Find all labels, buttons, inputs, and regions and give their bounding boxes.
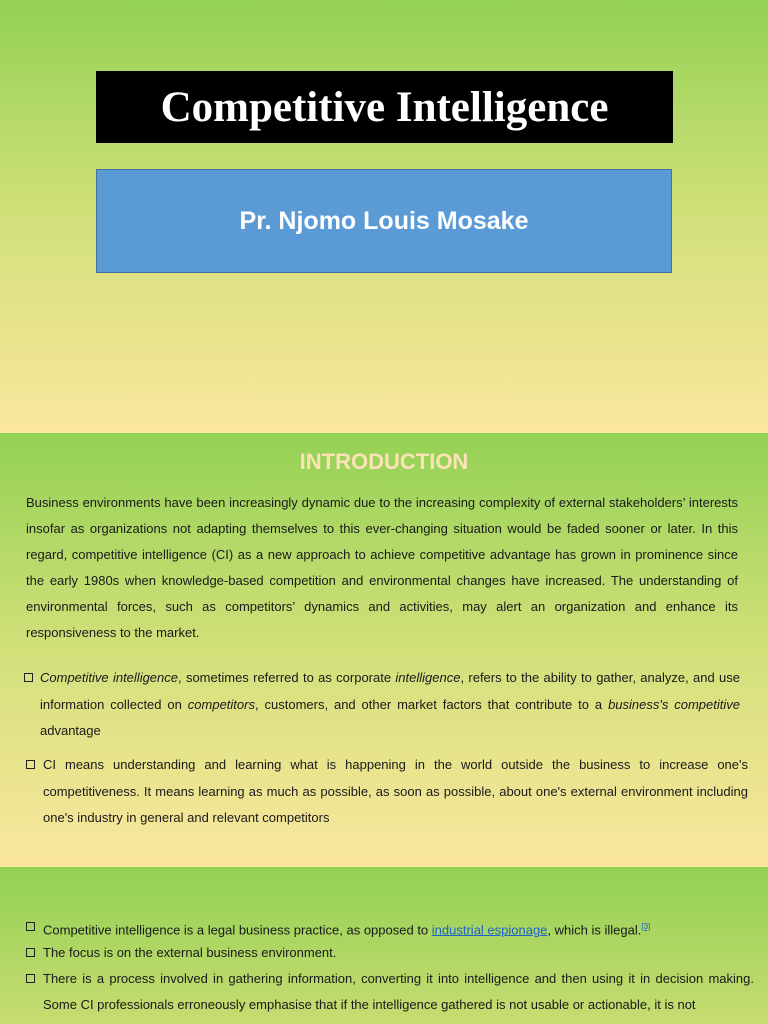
bullet-text-part: Competitive intelligence is a legal business practice, as opposed to xyxy=(43,922,432,938)
bullet-text xyxy=(24,665,740,745)
bullet-item xyxy=(26,752,748,832)
industrial-espionage-link[interactable]: industrial espionage xyxy=(431,922,548,938)
slide-heading: INTRODUCTION xyxy=(299,449,469,474)
bullet-text-part: , customers, and other market factors that contribute to a xyxy=(254,696,609,712)
bullet-term: competitors xyxy=(187,696,255,712)
bullet-text: CI means understanding and learning what is happening in the world outside the business to increase one's competitiveness. It means learning as much as possible, as soon as possible, about one's external environment including one's industry in general and relevant competitors xyxy=(43,757,748,825)
bullet-text xyxy=(26,914,754,943)
checkbox-bullet-icon xyxy=(26,922,35,931)
title-banner xyxy=(96,71,673,143)
intro-paragraph: Business environments have been increasingly dynamic due to the increasing complexity of external stakeholders’ interests insofar as organizations not adapting themselves to this ever-changing situation would be faded sooner or later. In this regard, competitive intelligence (CI) as a new approach to achieve competitive advantage has grown in prominence since the early 1980s when knowledge-based competition and environmental changes have increased. The understanding of environmental forces, such as competitors’ dynamics and activities, may alert an organization and enhance its responsiveness to the market. xyxy=(26,495,738,640)
reference-link[interactable]: [3] xyxy=(641,922,651,931)
presentation-title: Competitive Intelligence xyxy=(160,83,609,131)
author-name: Pr. Njomo Louis Mosake xyxy=(239,206,529,235)
checkbox-bullet-icon xyxy=(26,948,35,957)
introduction-slide xyxy=(0,433,768,867)
bullet-item xyxy=(26,914,754,943)
checkbox-bullet-icon xyxy=(26,760,35,769)
author-banner xyxy=(96,169,672,273)
bullet-text-part: advantage xyxy=(40,723,101,738)
bullet-text-part: , sometimes referred to as corporate xyxy=(178,670,396,685)
title-slide xyxy=(0,0,768,433)
bullet-text: There is a process involved in gathering information, converting it into intelligence and then using it in decision making. Some CI professionals erroneously emphasise that if the intelligence gathered is not usable or actionable, it is not xyxy=(43,971,754,1012)
ci-characteristics-slide xyxy=(0,867,768,1024)
bullet-text-part: , refers to the ability to gather, analyze, and use information collected on xyxy=(40,670,740,712)
bullet-item xyxy=(26,966,754,1018)
bullet-term: intelligence xyxy=(395,670,461,685)
bullet-item xyxy=(24,665,740,745)
checkbox-bullet-icon xyxy=(24,673,33,682)
bullet-term: business's competitive xyxy=(608,696,740,712)
bullet-item xyxy=(26,940,754,966)
checkbox-bullet-icon xyxy=(26,974,35,983)
bullet-text-part: , which is illegal. xyxy=(547,922,642,938)
bullet-text: The focus is on the external business environment. xyxy=(43,945,337,960)
bullet-term: Competitive intelligence xyxy=(40,670,179,685)
